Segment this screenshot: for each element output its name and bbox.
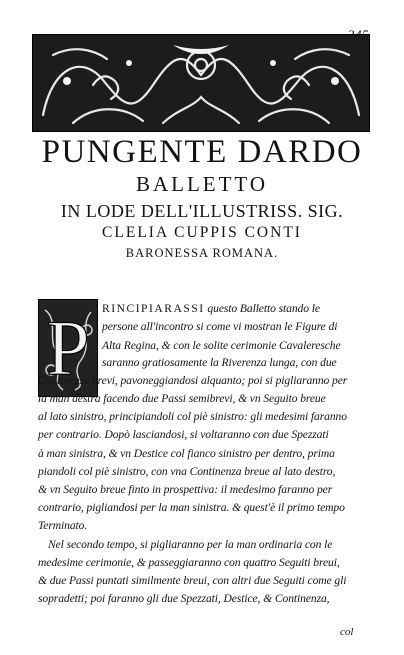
paragraph2-line-3: & due Passi puntati similmente breui, con altri due Seguiti come gli	[38, 574, 347, 587]
paragraph2-line-1: Nel secondo tempo, si pigliaranno per la man ordinaria con le	[48, 538, 333, 551]
paragraph1-line-11: & vn Seguito breue finto in prospettiva: il medesimo faranno per	[38, 483, 333, 496]
title-line-2: BALLETTO	[135, 172, 269, 196]
paragraph1-line-4: saranno gratiosamente la Riverenza lunga, con due	[102, 356, 337, 369]
paragraph1-line-3: Alta Regina, & con le solite cerimonie Cavaleresche	[102, 339, 341, 352]
catchword: col	[340, 626, 354, 638]
paragraph1-line-9: à man sinistra, & vn Destice col fianco sinistro per dentro, prima	[38, 447, 335, 460]
paragraph2-line-2: medesime cerimonie, & passeggiaranno con quattro Seguiti breui,	[38, 556, 340, 569]
paragraph1-line-13: Terminato.	[38, 519, 88, 532]
title-line-5: BARONESSA ROMANA.	[125, 246, 279, 260]
initial-letter-text: P	[46, 304, 90, 391]
paragraph1-line-8: per contrario. Dopò lasciandosi, si voltaranno con due Spezzati	[38, 428, 329, 441]
paragraph1-line-10: piandoli col piè sinistro, con vna Continenza breue al lato destro,	[38, 465, 336, 478]
title-line-4: CLELIA CUPPIS CONTI	[102, 224, 302, 241]
paragraph1-line-1-rest: questo Balletto stando le	[207, 302, 320, 315]
title-line-3: IN LODE DELL'ILLUSTRISS. SIG.	[60, 201, 344, 221]
paragraph1-line-7: al lato sinistro, principiandoli col piè sinistro: gli medesimi faranno	[38, 410, 347, 423]
paragraph1-lead-word: RINCIPIARASSI	[102, 302, 205, 315]
paragraph1-line-5: Continenze brevi, pavoneggiandosi alquanto; poi si pigliaranno per	[38, 374, 348, 387]
paragraph1-line-12: contrario, pigliandosi per la man sinistra. & quest'è il primo tempo	[38, 501, 345, 514]
paragraph1-line-1	[102, 302, 320, 316]
title-line-1: PUNGENTE DARDO	[41, 134, 363, 170]
paragraph2-line-4: sopradetti; poi faranno gli due Spezzati, Destice, & Continenza,	[38, 592, 330, 605]
paragraph1-line-2: persone all'incontro si come vi mostran le Figure di	[102, 320, 338, 333]
headpiece-ornament-icon	[33, 35, 369, 131]
paragraph1-line-6: la man destra facendo due Passi semibrevi, & vn Seguito breue	[38, 392, 326, 405]
ornamental-headpiece-woodcut	[32, 34, 370, 132]
